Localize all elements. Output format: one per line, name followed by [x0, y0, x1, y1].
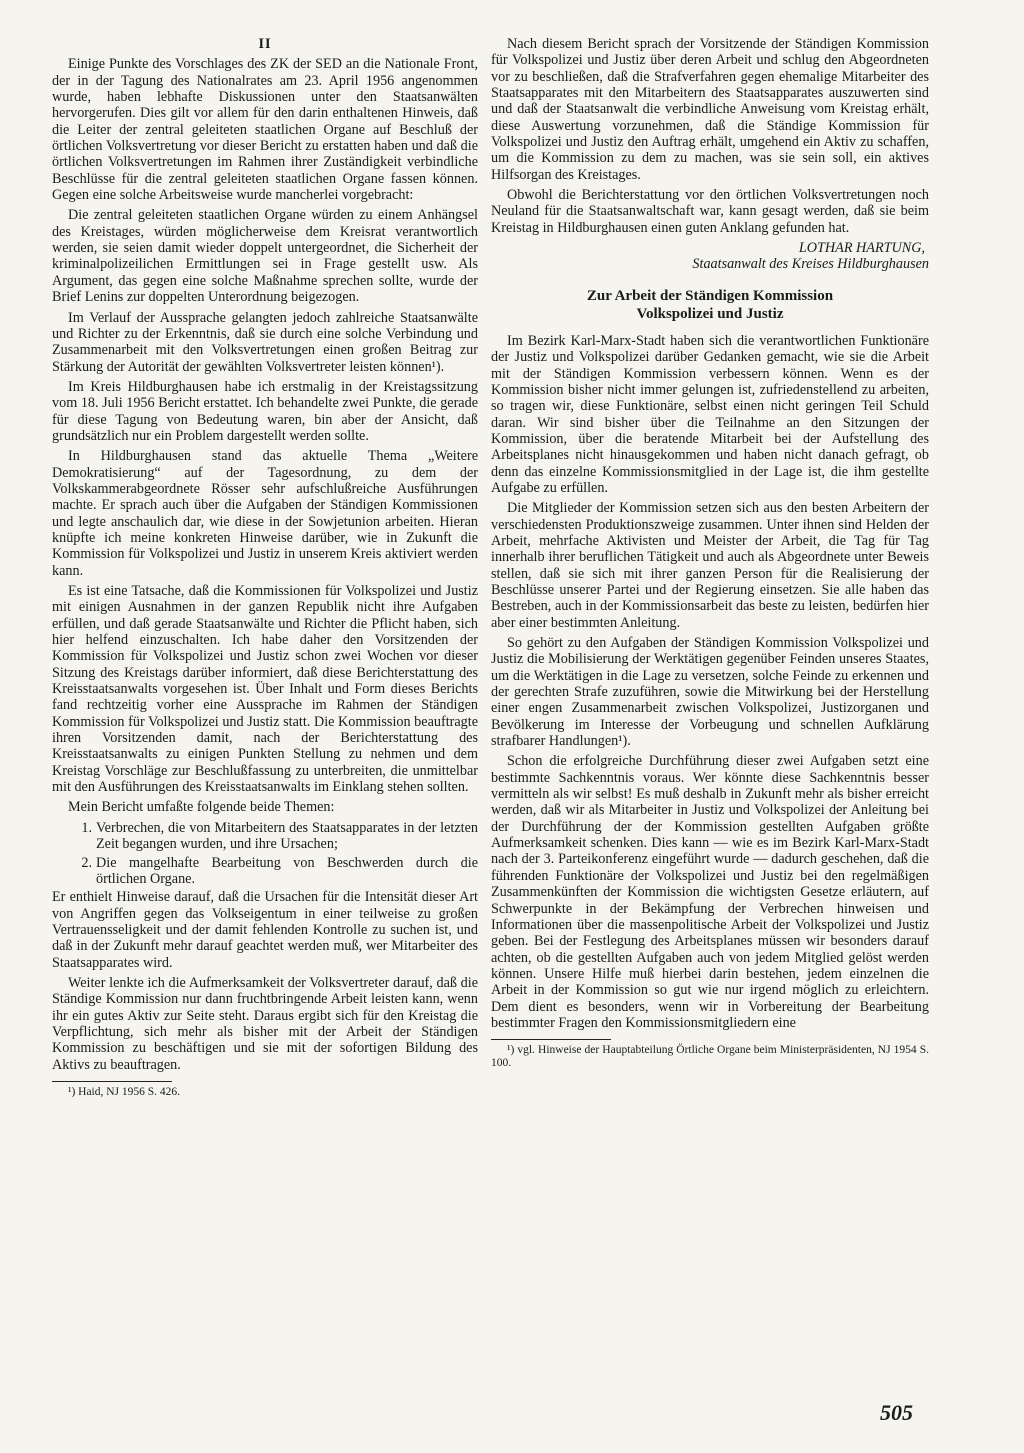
list-text: Die mangelhafte Bearbeitung von Beschwerden durch die örtlichen Organe. — [96, 854, 478, 887]
list-item — [52, 855, 478, 888]
author-signature — [491, 240, 929, 273]
right-column — [491, 36, 929, 1074]
topic-list — [52, 820, 478, 887]
author-name: LOTHAR HARTUNG, — [798, 240, 925, 257]
paragraph: In Hildburghausen stand das aktuelle Thema „Weitere Demokratisierung“ auf der Tagesordnung, zu dem der Volkskammerabgeordnete Rösser sehr aufschlußreiche Ausführungen machte. Er sprach auch über die Aufgaben der Ständigen Kommissionen und legte anschaulich dar, wie diese in der Sowjetunion arbeiten. Hieran knüpfte ich meine konkreten Hinweise darüber, wie in Zukunft die Kommission für Volkspolizei und Justiz in unserem Kreis aktiviert werden kann. — [52, 448, 478, 579]
paragraph: Nach diesem Bericht sprach der Vorsitzende der Ständigen Kommission für Volkspolizei und Justiz über deren Arbeit und schlug den Abgeordneten vor zu beschließen, daß die Strafverfahren gegen ehemalige Mitarbeiter des Staatsapparates mit den Mitarbeitern des Staatsapparates auszuwerten sind und daß der Staatsanwalt die verbindliche Anweisung vom Kreistag erhält, diese Auswertung vorzunehmen, daß die Ständige Kommission für Volkspolizei und Justiz den Auftrag erhält, umgehend ein Aktiv zu schaffen, um die Kommission zu dem zu machen, was sie sein soll, ein aktives Hilfsorgan des Kreistages. — [491, 36, 929, 183]
footnote: ¹) vgl. Hinweise der Hauptabteilung Örtliche Organe beim Ministerpräsidenten, NJ 1954 S. 100. — [491, 1044, 929, 1070]
list-text: Verbrechen, die von Mitarbeitern des Staatsapparates in der letzten Zeit begangen wurden, und ihre Ursachen; — [96, 819, 478, 853]
paragraph: Schon die erfolgreiche Durchführung dieser zwei Aufgaben setzt eine bestimmte Sachkenntnis voraus. Wer könnte diese Sachkenntnis besser vermitteln als wir selbst! Es muß deshalb in Zukunft mehr als bisher erreicht werden, daß wir als Mitarbeiter in Justiz und Volkspolizei der Anleitung bei der Durchführung der der Kommission gestellten Aufgaben größte Aufmerksamkeit schenken. Dies kann — wie es im Bezirk Karl-Marx-Stadt nach der 3. Parteikonferenz eingeführt wurde — dadurch geschehen, daß die führenden Funktionäre der Volkspolizei und Justiz bei den regelmäßigen Zusammenkünften der Kommission die wichtigsten Gesetze erläutern, auf Schwerpunkte in der Bekämpfung der Verbrechen hinweisen und Informationen über die massenpolitische Arbeit der Volkspolizei und Justiz geben. Bei der Festlegung des Arbeitsplanes müssen wir besonders darauf achten, ob die gestellten Aufgaben auch von jedem Mitglied gelöst werden können. Unsere Hilfe muß hierbei darin bestehen, jedem einzelnen die Arbeit in der Kommission so gut wie nur irgend möglich zu erleichtern. Dem dient es besonders, wenn wir in Vorbereitung der Bearbeitung bestimmter Fragen den Kommissionsmitgliedern eine — [491, 753, 929, 1031]
list-number: 2. — [81, 854, 92, 871]
author-title: Staatsanwalt des Kreises Hildburghausen — [692, 256, 929, 273]
paragraph: Mein Bericht umfaßte folgende beide Themen: — [68, 799, 335, 816]
paragraph: Weiter lenkte ich die Aufmerksamkeit der Volksvertreter darauf, daß die Ständige Kommission nur dann fruchtbringende Arbeit leisten kann, wenn ihr ein gutes Aktiv zur Seite steht. Daraus ergibt sich für den Kreistag die Verpflichtung, sich mehr als bisher mit der Arbeit der Ständigen Kommission zu beschäftigen und sie mit der sofortigen Bildung des Aktivs zu beauftragen. — [52, 974, 478, 1073]
article-title — [491, 287, 929, 323]
paragraph: Einige Punkte des Vorschlages des ZK der SED an die Nationale Front, der in der Tagung des Nationalrates am 23. April 1956 angenommen wurde, haben lebhafte Diskussionen unter den Staatsanwälten hervorgerufen. Dies gilt vor allem für den darin enthaltenen Hinweis, daß die Leiter der zentral geleiteten staatlichen Organe auf Beschluß der örtlichen Volksvertretung vor dieser Bericht zu erstatten haben und daß die örtlichen Volksvertretungen im Rahmen ihrer Zuständigkeit verbindliche Beschlüsse für die zentral geleiteten staatlichen Organe fassen können. Gegen eine solche Arbeitsweise wurde mancherlei vorgebracht: — [52, 56, 478, 204]
footnote-divider — [52, 1081, 172, 1082]
footnote: ¹) Haid, NJ 1956 S. 426. — [68, 1085, 181, 1098]
paragraph: Die zentral geleiteten staatlichen Organe würden zu einem Anhängsel des Kreistages, würden möglicherweise dem Kreisrat verantwortlich werden, sie seien damit wieder doppelt untergeordnet, die Sicherheit der kriminalpolizeilichen Ermittlungen sei in Frage gestellt usw. Als Argument, das gegen eine solche Maßnahme sprechen sollte, wurde der Brief Lenins zur doppelten Unterordnung beigezogen. — [52, 207, 478, 306]
list-item — [52, 820, 478, 853]
paragraph: Im Kreis Hildburghausen habe ich erstmalig in der Kreistagssitzung vom 18. Juli 1956 Bericht erstattet. Ich behandelte zwei Punkte, die gerade für diese Tagung von Bedeutung waren, bin aber der Ansicht, daß grundsätzlich nur ein Problem dargestellt werden sollte. — [52, 378, 478, 444]
paragraph: Im Verlauf der Aussprache gelangten jedoch zahlreiche Staatsanwälte und Richter zu der Erkenntnis, daß sie durch eine solche Verbindung und Zusammenarbeit mit den Volksvertretungen einen großen Beitrag zur Stärkung der Autorität der gewählten Volksvertreter leisten können¹). — [52, 309, 478, 375]
paragraph: Es ist eine Tatsache, daß die Kommissionen für Volkspolizei und Justiz mit einigen Ausnahmen in der ganzen Republik nicht ihre Aufgaben erfüllen, und daß gerade Staatsanwälte und Richter die Pflicht haben, sich hier helfend einzuschalten. Ich habe daher den Vorsitzenden der Kommission für Volkspolizei und Justiz schon zwei Wochen vor dieser Sitzung des Kreistags darüber informiert, daß diese Berichterstattung des Kreisstaatsanwalts vorgesehen ist. Über Inhalt und Form dieses Berichts fand rechtzeitig vorher eine Aussprache im Rahmen der Ständigen Kommission für Volkspolizei und Justiz statt. Die Kommission beauftragte ihren Vorsitzenden damit, nach der Berichterstattung des Kreisstaatsanwalts zu einigen Punkten Stellung zu nehmen und dem Kreistag Vorschläge zur Beschlußfassung zu unterbreiten, die unmittelbar mit den Ausführungen des Kreisstaatsanwalts im Einklang stehen sollten. — [52, 583, 478, 796]
list-number: 1. — [81, 819, 92, 836]
paragraph: So gehört zu den Aufgaben der Ständigen Kommission Volkspolizei und Justiz die Mobilisierung der Werktätigen gegenüber Feinden unseres Staates, um die Werktätigen in die Lage zu versetzen, solche Feinde zu erkennen und der gerechten Strafe zuzuführen, sowie die Mitwirkung bei der Herstellung einer engen Zusammenarbeit zwischen Volkspolizei, Justizorganen und Bevölkerung im Interesse der Vorbeugung und schnellen Aufklärung strafbarer Handlungen¹). — [491, 635, 929, 750]
section-number: II — [258, 36, 272, 52]
paragraph: Im Bezirk Karl-Marx-Stadt haben sich die verantwortlichen Funktionäre der Justiz und Volkspolizei darüber Gedanken gemacht, wie sie die Arbeit mit der Ständigen Kommission verbessern können. Wenn es der Kommission bisher nicht immer gelungen ist, zufriedenstellend zu arbeiten, so tragen wir, diese Funktionäre, selbst einen nicht geringen Teil Schuld daran. Wir sind bisher über die Teilnahme an den Sitzungen der Kommission, über die beratende Mitarbeit bei der Aufstellung des Arbeitsplanes nicht hinausgekommen und haben nicht danach gefragt, ob denn das einzelne Kommissionsmitglied in der Lage ist, die ihm gestellte Aufgabe zu erfüllen. — [491, 332, 929, 496]
paragraph: Obwohl die Berichterstattung vor den örtlichen Volksvertretungen noch Neuland für die Staatsanwaltschaft war, kann gesagt werden, daß sie beim Kreistag in Hildburghausen einen guten Anklang gefunden hat. — [491, 187, 929, 236]
article-title-line: Zur Arbeit der Ständigen Kommission — [586, 287, 834, 304]
article-title-line: Volkspolizei und Justiz — [636, 305, 784, 322]
left-column — [52, 36, 478, 1103]
footnote-divider — [491, 1039, 611, 1040]
paragraph: Er enthielt Hinweise darauf, daß die Ursachen für die Intensität dieser Art von Angriffen gegen das Volkseigentum in einer teilweise zu großen Vertrauensseligkeit und der damit fehlenden Kontrolle zu suchen ist, und daß in der Zukunft mehr darauf geachtet werden muß, wer Mitarbeiter des Staatsapparates wird. — [52, 889, 478, 971]
page-number: 505 — [880, 1400, 913, 1425]
paragraph: Die Mitglieder der Kommission setzen sich aus den besten Arbeitern der verschiedensten Produktionszweige zusammen. Unter ihnen sind Helden der Arbeit, mehrfache Aktivisten und Meister der Arbeit, die Tag für Tag innerhalb ihrer beruflichen Tätigkeit und auch als Abgeordnete unter Beweis stellen, daß sie sich mit ihrer ganzen Person für die Realisierung der Beschlüsse unserer Partei und der Regierung einsetzen. Sie alle haben das Bestreben, auch in der Kommissionsarbeit das beste zu leisten, bedürfen hier aber einer bestimmten Anleitung. — [491, 500, 929, 631]
